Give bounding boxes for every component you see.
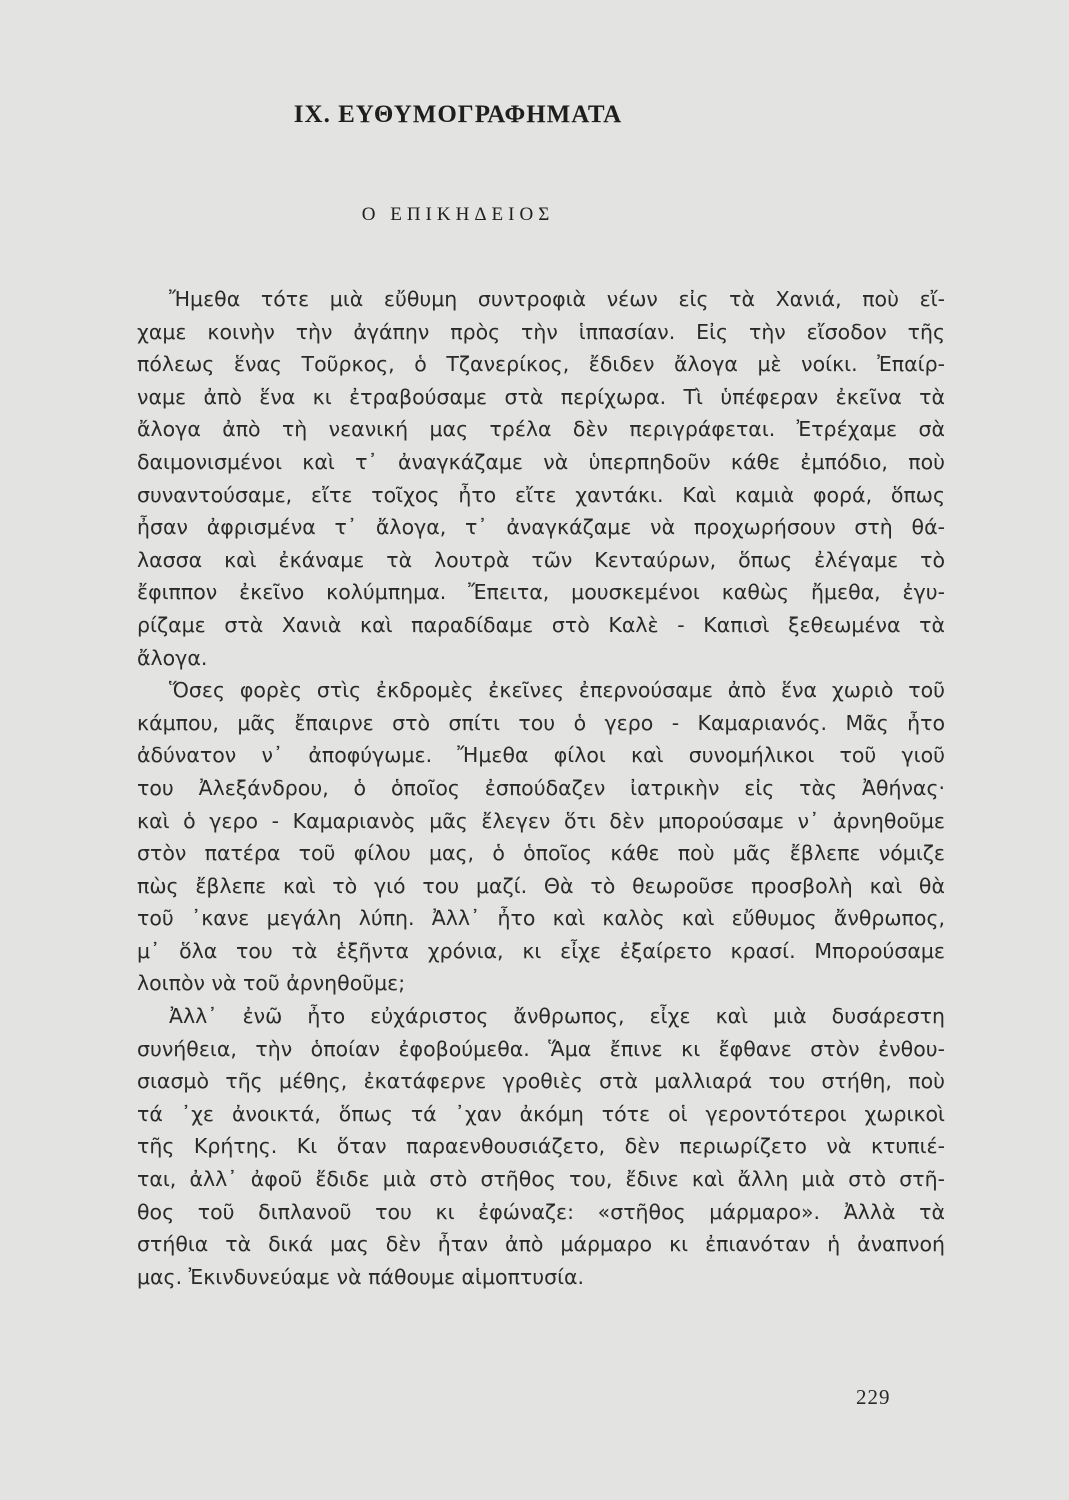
text-line: τοῦ ᾽κανε μεγάλη λύπη. Ἀλλ᾽ ἦτο καὶ καλὸς καὶ εὔθυμος ἄνθρωπος, xyxy=(137,906,945,931)
text-line: σιασμὸ τῆς μέθης, ἐκατάφερνε γροθιὲς στὰ μαλλιαρά του στήθη, ποὺ xyxy=(137,1069,945,1094)
chapter-title: IX. ΕΥΘΥΜΟΓΡΑΦΗΜΑΤΑ xyxy=(293,101,623,128)
text-line: ἔφιππον ἐκεῖνο κολύμπημα. Ἔπειτα, μουσκεμένοι καθὼς ἤμεθα, ἐγυ- xyxy=(137,580,945,605)
text-line: μας. Ἐκινδυνεύαμε νὰ πάθουμε αἱμοπτυσία. xyxy=(137,1264,585,1289)
text-line: ρίζαμε στὰ Χανιὰ καὶ παραδίδαμε στὸ Καλὲ - Καπισὶ ξεθεωμένα τὰ xyxy=(137,612,945,637)
body-text xyxy=(137,283,945,1293)
paragraph xyxy=(137,283,945,674)
text-line: τά ᾽χε ἀνοικτά, ὅπως τά ᾽χαν ἀκόμη τότε οἱ γεροντότεροι χωρικοὶ xyxy=(137,1101,945,1126)
paragraph xyxy=(137,1000,945,1293)
text-line: ναμε ἀπὸ ἕνα κι ἐτραβούσαμε στὰ περίχωρα. Τὶ ὑπέφεραν ἐκεῖνα τὰ xyxy=(137,384,945,409)
text-line: χαμε κοινὴν τὴν ἀγάπην πρὸς τὴν ἱππασίαν. Εἰς τὴν εἴσοδον τῆς xyxy=(137,319,945,344)
text-line: Ὅσες φορὲς στὶς ἐκδρομὲς ἐκεῖνες ἐπερνούσαμε ἀπὸ ἕνα χωριὸ τοῦ xyxy=(169,678,945,703)
paragraph xyxy=(137,674,945,1000)
text-line: ται, ἀλλ᾽ ἀφοῦ ἔδιδε μιὰ στὸ στῆθος του, ἔδινε καὶ ἄλλη μιὰ στὸ στῆ- xyxy=(137,1167,945,1192)
text-line: τῆς Κρήτης. Κι ὅταν παραενθουσιάζετο, δὲν περιωρίζετο νὰ κτυπιέ- xyxy=(137,1134,945,1159)
text-line: συναντούσαμε, εἴτε τοῖχος ἦτο εἴτε χαντάκι. Καὶ καμιὰ φορά, ὅπως xyxy=(137,482,945,507)
text-line: του Ἀλεξάνδρου, ὁ ὁποῖος ἐσπούδαζεν ἰατρικὴν εἰς τὰς Ἀθήνας· xyxy=(137,775,945,800)
text-line: στήθια τὰ δικά μας δὲν ἦταν ἀπὸ μάρμαρο κι ἐπιανόταν ἡ ἀναπνοή xyxy=(137,1232,945,1257)
text-line: δαιμονισμένοι καὶ τ᾽ ἀναγκάζαμε νὰ ὑπερπηδοῦν κάθε ἐμπόδιο, ποὺ xyxy=(137,449,945,474)
text-line: μ᾽ ὅλα του τὰ ἑξῆντα χρόνια, κι εἶχε ἐξαίρετο κρασί. Μπορούσαμε xyxy=(137,938,945,963)
text-line: ἦσαν ἀφρισμένα τ᾽ ἄλογα, τ᾽ ἀναγκάζαμε νὰ προχωρήσουν στὴ θά- xyxy=(137,515,945,540)
text-line: θος τοῦ διπλανοῦ του κι ἐφώναζε: «στῆθος μάρμαρο». Ἀλλὰ τὰ xyxy=(137,1199,945,1224)
text-line: Ἤμεθα τότε μιὰ εὔθυμη συντροφιὰ νέων εἰς τὰ Χανιά, ποὺ εἴ- xyxy=(169,287,945,311)
text-line: πὼς ἔβλεπε καὶ τὸ γιό του μαζί. Θὰ τὸ θεωροῦσε προσβολὴ καὶ θὰ xyxy=(137,873,945,898)
text-line: λοιπὸν νὰ τοῦ ἀρνηθοῦμε; xyxy=(137,971,406,996)
text-line: ἄλογα. xyxy=(137,645,208,670)
text-line: κάμπου, μᾶς ἔπαιρνε στὸ σπίτι του ὁ γερο - Καμαριανός. Μᾶς ἦτο xyxy=(137,710,945,735)
text-line: στὸν πατέρα τοῦ φίλου μας, ὁ ὁποῖος κάθε ποὺ μᾶς ἔβλεπε νόμιζε xyxy=(137,841,945,866)
text-line: πόλεως ἕνας Τοῦρκος, ὁ Τζανερίκος, ἔδιδεν ἄλογα μὲ νοίκι. Ἐπαίρ- xyxy=(137,352,945,377)
text-line: συνήθεια, τὴν ὁποίαν ἐφοβούμεθα. Ἅμα ἔπινε κι ἔφθανε στὸν ἐνθου- xyxy=(137,1036,945,1061)
text-line: ἀδύνατον ν᾽ ἀποφύγωμε. Ἤμεθα φίλοι καὶ συνομήλικοι τοῦ γιοῦ xyxy=(137,743,945,768)
text-line: λασσα καὶ ἐκάναμε τὰ λουτρὰ τῶν Κενταύρων, ὅπως ἐλέγαμε τὸ xyxy=(137,547,945,572)
text-line: Ἀλλ᾽ ἐνῶ ἦτο εὐχάριστος ἄνθρωπος, εἶχε καὶ μιὰ δυσάρεστη xyxy=(169,1004,945,1029)
text-line: καὶ ὁ γερο - Καμαριανὸς μᾶς ἔλεγεν ὅτι δὲν μπορούσαμε ν᾽ ἀρνηθοῦμε xyxy=(137,808,945,833)
text-line: ἄλογα ἀπὸ τὴ νεανική μας τρέλα δὲν περιγράφεται. Ἐτρέχαμε σὰ xyxy=(137,417,945,442)
section-title: Ο ΕΠΙΚΗΔΕΙΟΣ xyxy=(361,204,555,225)
page-number: 229 xyxy=(856,1385,891,1409)
